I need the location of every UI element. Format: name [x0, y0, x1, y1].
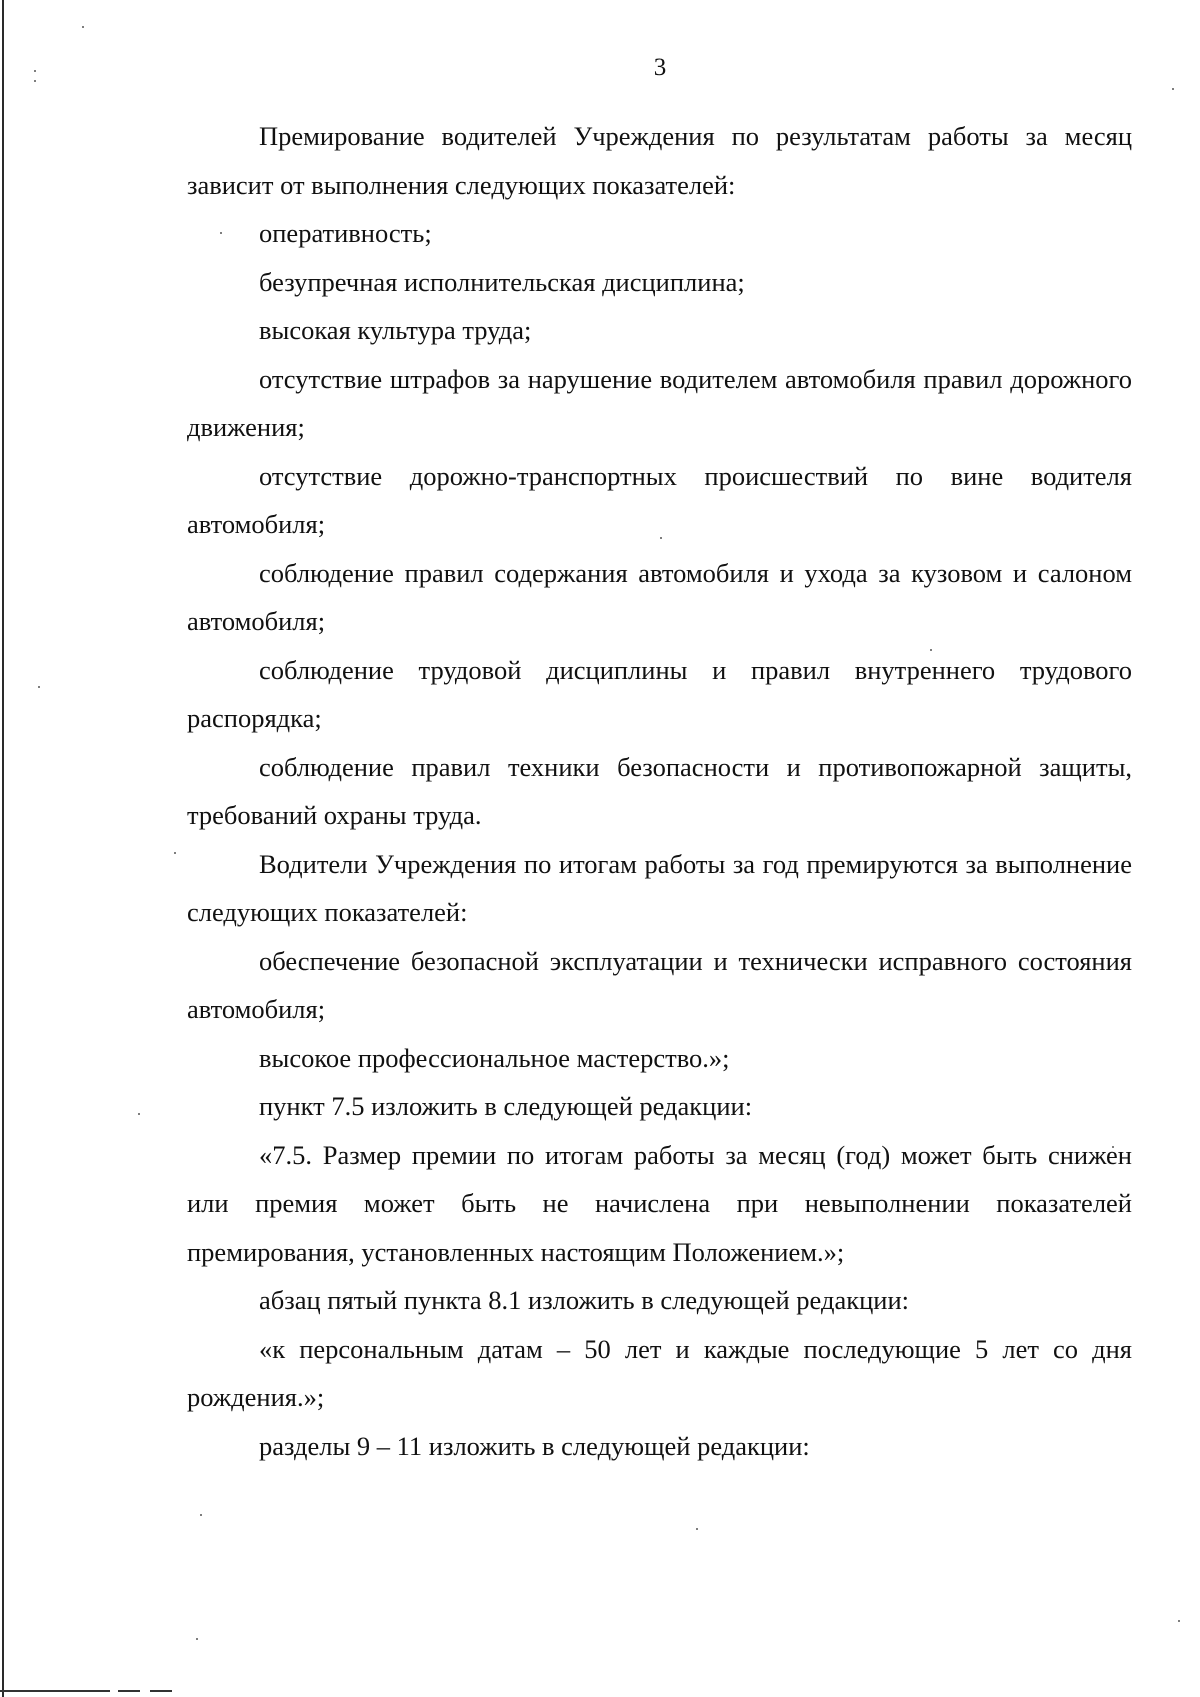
- scan-speck: [696, 1528, 698, 1530]
- paragraph: соблюдение правил содержания автомобиля и ухода за кузовом и салоном автомобиля;: [187, 557, 1132, 636]
- page-number: 3: [653, 54, 667, 81]
- paragraph: «к персональным датам – 50 лет и каждые последующие 5 лет со дня рождения.»;: [187, 1333, 1132, 1412]
- paragraph: безупречная исполнительская дисциплина;: [259, 266, 745, 297]
- scan-speck: [1172, 88, 1174, 90]
- paragraph: соблюдение трудовой дисциплины и правил внутреннего трудового распорядка;: [187, 654, 1132, 733]
- paragraph: «7.5. Размер премии по итогам работы за месяц (год) может быть снижен или премия может быть не начислена при невыполнении показателей премирования, установленных настоящим Положением.»;: [187, 1139, 1132, 1267]
- scan-speck: [82, 26, 84, 28]
- scan-bottom-marks: [0, 1690, 190, 1692]
- paragraph: Водители Учреждения по итогам работы за год премируются за выполнение следующих показателей:: [187, 848, 1132, 927]
- document-body: [187, 112, 1132, 1470]
- paragraph: абзац пятый пункта 8.1 изложить в следующей редакции:: [259, 1285, 910, 1315]
- paragraph: Премирование водителей Учреждения по результатам работы за месяц зависит от выполнения следующих показателей:: [187, 121, 1132, 200]
- paragraph: высокое профессиональное мастерство.»;: [259, 1042, 730, 1073]
- paragraph: высокая культура труда;: [259, 315, 532, 345]
- paragraph: оперативность;: [259, 218, 432, 248]
- scan-speck: [174, 852, 176, 854]
- paragraph: пункт 7.5 изложить в следующей редакции:: [259, 1091, 753, 1121]
- scan-speck: [38, 686, 40, 688]
- scan-speck: [138, 1113, 140, 1115]
- scan-speck: [200, 1514, 202, 1516]
- scan-left-edge: [2, 0, 4, 1697]
- paragraph: разделы 9 – 11 изложить в следующей редакции:: [259, 1430, 810, 1461]
- scan-speck: [1178, 1620, 1180, 1622]
- paragraph: обеспечение безопасной эксплуатации и технически исправного состояния автомобиля;: [187, 945, 1132, 1024]
- scan-speck: [196, 1638, 198, 1640]
- paragraph: отсутствие дорожно-транспортных происшествий по вине водителя автомобиля;: [187, 460, 1132, 539]
- paragraph: отсутствие штрафов за нарушение водителем автомобиля правил дорожного движения;: [187, 363, 1132, 442]
- paragraph: соблюдение правил техники безопасности и противопожарной защиты, требований охраны труда.: [187, 751, 1132, 830]
